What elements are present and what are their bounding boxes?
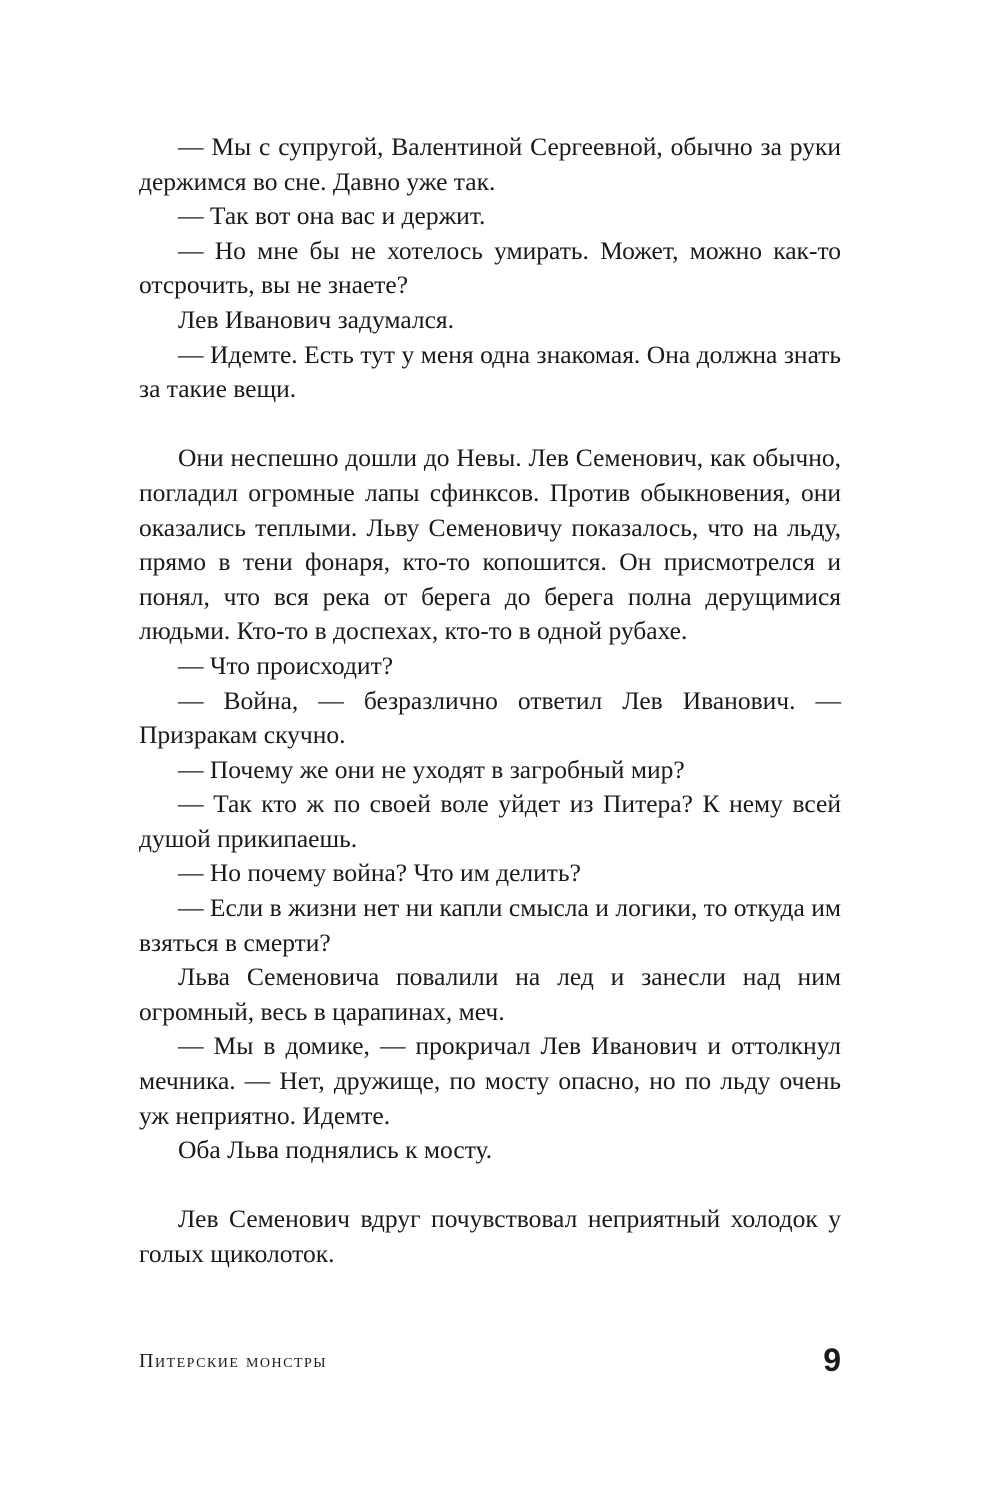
section-break: [139, 1168, 841, 1203]
running-title: Питерские монстры: [139, 1350, 328, 1372]
paragraph: — Но мне бы не хотелось умирать. Может, можно как-то отсрочить, вы не знаете?: [139, 235, 841, 300]
paragraph: — Идемте. Есть тут у меня одна знакомая. Она должна знать за такие вещи.: [139, 339, 841, 404]
body-text: [139, 130, 841, 1272]
paragraph: — Так вот она вас и держит.: [178, 201, 486, 231]
paragraph: Они неспешно дошли до Невы. Лев Семенович, как обычно, погладил огромные лапы сфинксов. Против обыкновения, они оказались теплыми. Льву Семеновичу показалось, что на льду, прямо в тени фонаря, кто-то копошится. Он присмотрелся и понял, что вся река от берега до берега полна дерущимися людьми. Кто-то в доспехах, кто-то в одной рубахе.: [139, 443, 841, 646]
paragraph: — Если в жизни нет ни капли смысла и логики, то откуда им взяться в смерти?: [139, 893, 841, 957]
paragraph: Оба Льва поднялись к мосту.: [178, 1135, 493, 1165]
paragraph: — Так кто ж по своей воле уйдет из Питера? К нему всей душой прикипаешь.: [139, 789, 841, 853]
paragraph: — Почему же они не уходят в загробный мир?: [178, 754, 685, 784]
page-number: 9: [823, 1342, 841, 1378]
paragraph: — Война, — безразлично ответил Лев Иванович. — Призракам скучно.: [139, 685, 841, 750]
paragraph: Льва Семеновича повалили на лед и занесли над ним огромный, весь в царапинах, меч.: [139, 962, 841, 1026]
section-break: [139, 407, 841, 442]
paragraph: Лев Иванович задумался.: [178, 304, 455, 334]
paragraph: Лев Семенович вдруг почувствовал неприятный холодок у голых щиколоток.: [139, 1204, 841, 1268]
paragraph: — Но почему война? Что им делить?: [178, 858, 581, 888]
paragraph: — Мы с супругой, Валентиной Сергеевной, обычно за руки держимся во сне. Давно уже так.: [139, 132, 841, 196]
paragraph: — Мы в домике, — прокричал Лев Иванович и оттолкнул мечника. — Нет, дружище, по мосту опасно, но по льду очень уж неприятно. Идемте.: [139, 1031, 841, 1130]
page-footer: [139, 1344, 841, 1384]
paragraph: — Что происходит?: [178, 650, 394, 680]
